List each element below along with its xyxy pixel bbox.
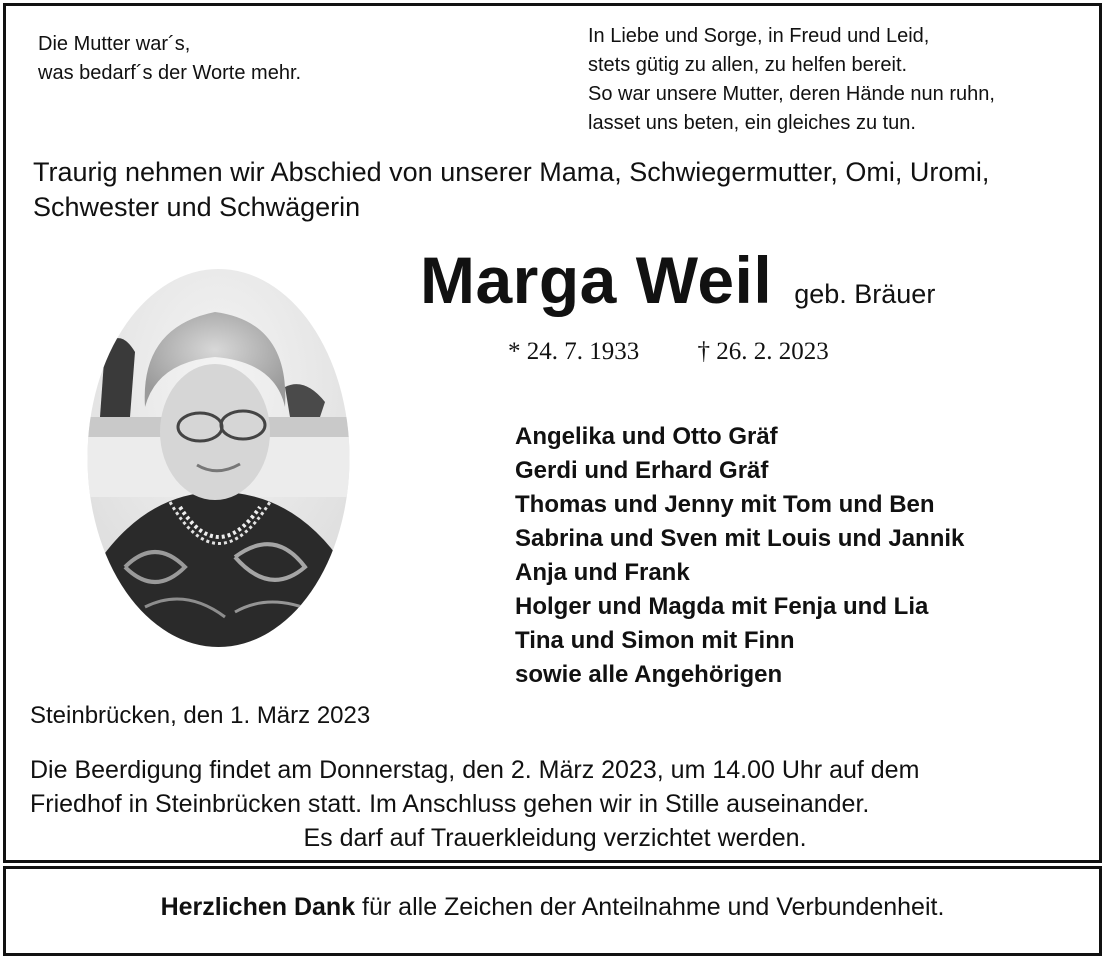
mourner-entry: Holger und Magda mit Fenja und Lia (515, 593, 929, 620)
life-dates (508, 338, 829, 366)
mourner-entry: Sabrina und Sven mit Louis und Jannik (515, 525, 965, 552)
deceased-name: Marga Weil (420, 243, 773, 317)
birth-date: * 24. 7. 1933 (508, 338, 640, 365)
verse-right-line: stets gütig zu allen, zu helfen bereit. (588, 54, 908, 76)
intro-line: Traurig nehmen wir Abschied von unserer Mama, Schwiegermutter, Omi, Uromi, (33, 157, 990, 187)
verse-right-line: In Liebe und Sorge, in Freud und Leid, (588, 25, 930, 47)
verse-right (588, 22, 995, 138)
intro-line: Schwester und Schwägerin (33, 192, 361, 222)
funeral-line: Die Beerdigung findet am Donnerstag, den 2. März 2023, um 14.00 Uhr auf dem (30, 756, 920, 784)
portrait-photo (85, 267, 352, 649)
funeral-dress-note: Es darf auf Trauerkleidung verzichtet werden. (303, 824, 807, 852)
verse-left-line: Die Mutter war´s, (38, 33, 191, 55)
verse-right-line: So war unsere Mutter, deren Hände nun ruhn, (588, 83, 995, 105)
mourner-entry: Tina und Simon mit Finn (515, 627, 795, 654)
thanks-line (0, 893, 1105, 922)
maiden-name: geb. Bräuer (794, 279, 936, 309)
mourner-entry: sowie alle Angehörigen (515, 661, 783, 688)
mourner-entry: Thomas und Jenny mit Tom und Ben (515, 491, 935, 518)
mourners-list (515, 420, 964, 692)
thanks-rest: für alle Zeichen der Anteilnahme und Verbundenheit. (355, 893, 945, 921)
mourner-entry: Angelika und Otto Gräf (515, 423, 778, 450)
place-date: Steinbrücken, den 1. März 2023 (30, 702, 371, 729)
funeral-line: Friedhof in Steinbrücken statt. Im Anschluss gehen wir in Stille auseinander. (30, 790, 870, 818)
verse-left (38, 30, 301, 88)
funeral-info (30, 753, 1080, 855)
intro-text (33, 155, 989, 225)
mourner-entry: Gerdi und Erhard Gräf (515, 457, 769, 484)
mourner-entry: Anja und Frank (515, 559, 690, 586)
deceased-heading (420, 240, 935, 320)
verse-right-line: lasset uns beten, ein gleiches zu tun. (588, 112, 916, 134)
verse-left-line: was bedarf´s der Worte mehr. (38, 62, 302, 84)
death-date: † 26. 2. 2023 (697, 338, 829, 365)
thanks-bold: Herzlichen Dank (160, 893, 356, 921)
